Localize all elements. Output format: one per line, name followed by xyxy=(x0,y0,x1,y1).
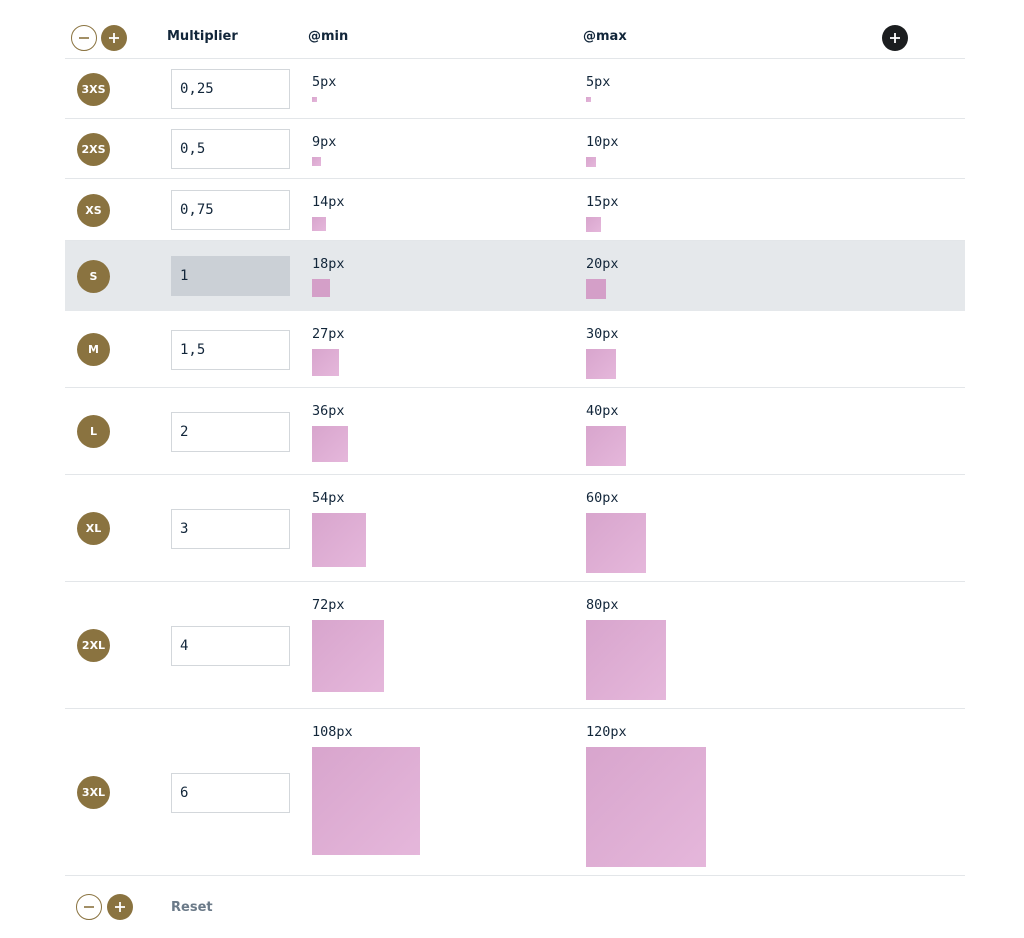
minus-icon xyxy=(78,32,90,44)
max-size-swatch xyxy=(586,97,591,102)
min-header: @min xyxy=(308,29,349,44)
add-step-button[interactable] xyxy=(101,25,127,51)
step-badge[interactable]: XL xyxy=(77,512,110,545)
min-size-swatch xyxy=(312,279,330,297)
table-header xyxy=(65,0,965,59)
multiplier-input[interactable] xyxy=(171,190,290,230)
step-badge[interactable]: XS xyxy=(77,194,110,227)
max-size-swatch xyxy=(586,513,646,573)
min-size-swatch xyxy=(312,513,366,567)
step-badge[interactable]: 3XL xyxy=(77,776,110,809)
add-step-button[interactable] xyxy=(107,894,133,920)
min-value: 18px xyxy=(312,256,345,272)
table-footer xyxy=(65,876,965,938)
max-size-swatch xyxy=(586,747,706,867)
max-size-swatch xyxy=(586,279,606,299)
step-badge[interactable]: 3XS xyxy=(77,73,110,106)
max-value: 80px xyxy=(586,597,619,613)
scale-row xyxy=(65,311,965,388)
scale-row xyxy=(65,59,965,119)
max-value: 10px xyxy=(586,134,619,150)
scale-row xyxy=(65,475,965,582)
plus-icon xyxy=(114,901,126,913)
multiplier-input[interactable] xyxy=(171,256,290,296)
max-size-swatch xyxy=(586,349,616,379)
scale-rows xyxy=(65,59,965,876)
min-value: 54px xyxy=(312,490,345,506)
min-value: 72px xyxy=(312,597,345,613)
max-value: 5px xyxy=(586,74,611,90)
scale-row xyxy=(65,241,965,311)
min-size-swatch xyxy=(312,620,384,692)
step-badge[interactable]: 2XL xyxy=(77,629,110,662)
max-value: 30px xyxy=(586,326,619,342)
scale-row xyxy=(65,119,965,179)
plus-icon xyxy=(108,32,120,44)
max-value: 120px xyxy=(586,724,627,740)
multiplier-input[interactable] xyxy=(171,330,290,370)
min-size-swatch xyxy=(312,217,326,231)
min-value: 5px xyxy=(312,74,337,90)
multiplier-input[interactable] xyxy=(171,773,290,813)
max-size-swatch xyxy=(586,426,626,466)
max-value: 60px xyxy=(586,490,619,506)
multiplier-input[interactable] xyxy=(171,69,290,109)
min-value: 9px xyxy=(312,134,337,150)
min-size-swatch xyxy=(312,349,339,376)
scale-row xyxy=(65,179,965,241)
multiplier-input[interactable] xyxy=(171,626,290,666)
min-value: 27px xyxy=(312,326,345,342)
max-value: 20px xyxy=(586,256,619,272)
multiplier-input[interactable] xyxy=(171,412,290,452)
multiplier-header: Multiplier xyxy=(167,29,238,44)
add-column-button[interactable] xyxy=(882,25,908,51)
min-value: 36px xyxy=(312,403,345,419)
remove-step-button[interactable] xyxy=(71,25,97,51)
min-value: 14px xyxy=(312,194,345,210)
minus-icon xyxy=(83,901,95,913)
min-size-swatch xyxy=(312,747,420,855)
max-value: 40px xyxy=(586,403,619,419)
step-badge[interactable]: M xyxy=(77,333,110,366)
min-value: 108px xyxy=(312,724,353,740)
max-value: 15px xyxy=(586,194,619,210)
scale-row xyxy=(65,582,965,709)
scale-row xyxy=(65,388,965,475)
max-header: @max xyxy=(583,29,627,44)
max-size-swatch xyxy=(586,620,666,700)
remove-step-button[interactable] xyxy=(76,894,102,920)
min-size-swatch xyxy=(312,97,317,102)
max-size-swatch xyxy=(586,217,601,232)
scale-editor xyxy=(65,0,965,938)
multiplier-input[interactable] xyxy=(171,129,290,169)
plus-icon xyxy=(889,32,901,44)
multiplier-input[interactable] xyxy=(171,509,290,549)
min-size-swatch xyxy=(312,157,321,166)
reset-button[interactable]: Reset xyxy=(171,900,213,915)
min-size-swatch xyxy=(312,426,348,462)
scale-row xyxy=(65,709,965,876)
step-badge[interactable]: S xyxy=(77,260,110,293)
max-size-swatch xyxy=(586,157,596,167)
step-badge[interactable]: L xyxy=(77,415,110,448)
step-badge[interactable]: 2XS xyxy=(77,133,110,166)
